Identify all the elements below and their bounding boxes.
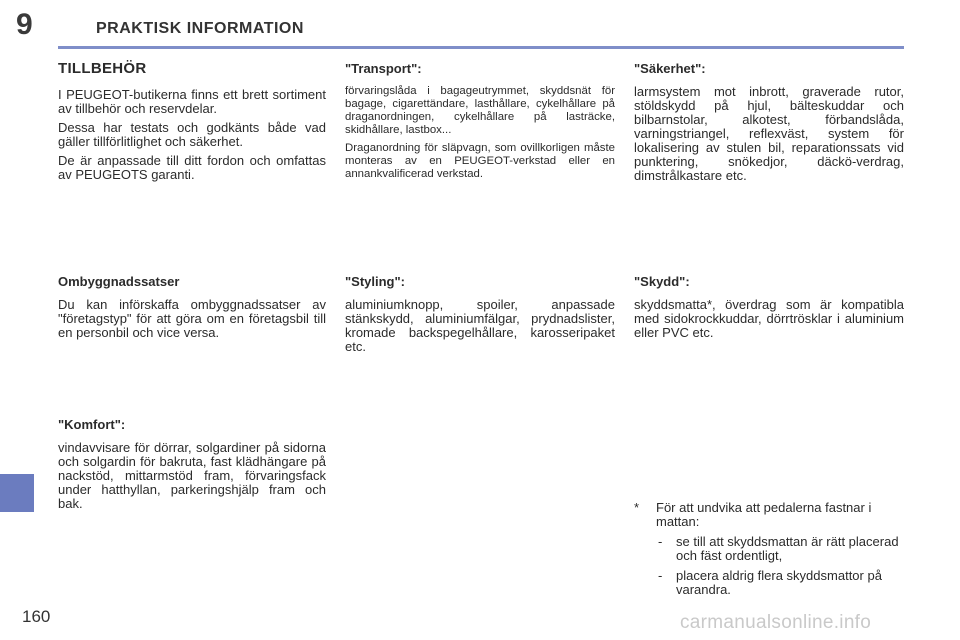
footnote-text: För att undvika att pedalerna fastnar i mattan: [656,500,872,529]
conversion-kits-heading: Ombyggnadssatser [58,274,180,289]
header-rule [58,46,904,49]
chapter-number: 9 [16,8,33,41]
transport-block [345,62,615,186]
protection-heading: "Skydd": [634,274,690,289]
safety-text: larmsystem mot inbrott, graverade rutor, stöldskydd på hjul, bälteskuddar och bilbarnstolar, alkotest, förbandslåda, varningstriangel, reflexväst, system för lokalisering av stulen bil, reparationssats vid punktering, snökedjor, däckö-verdrag, dimstrålkastare etc. [634,84,904,183]
protection-text: skyddsmatta*, överdrag som är kompatibla med sidokrockkuddar, dörrtrösklar i aluminium eller PVC etc. [634,297,904,340]
comfort-block [58,418,326,516]
accessories-intro [58,62,326,187]
safety-block [634,62,904,188]
footnote-item-text: placera aldrig flera skyddsmattor på varandra. [676,568,882,597]
intro-paragraph-3: De är anpassade till ditt fordon och omfattas av PEUGEOTS garanti. [58,153,326,182]
styling-block [345,275,615,359]
comfort-heading: "Komfort": [58,417,126,432]
footnote [634,501,906,603]
styling-text: aluminiumknopp, spoiler, anpassade stänkskydd, aluminiumfälgar, prydnadslister, kromade backspegelhållare, karosseripaket etc. [345,297,615,354]
intro-paragraph-2: Dessa har testats och godkänts både vad gäller tillförlitlighet och säkerhet. [58,120,326,149]
section-title: TILLBEHÖR [58,60,147,77]
styling-heading: "Styling": [345,274,405,289]
footnote-dash: - [658,568,663,583]
footnote-item [634,535,906,563]
chapter-title: PRAKTISK INFORMATION [96,20,304,37]
conversion-kits-block [58,275,326,345]
protection-block [634,275,904,345]
footnote-dash: - [658,534,663,549]
page-number: 160 [22,607,51,626]
transport-text: förvaringslåda i bagageutrymmet, skyddsnät för bagage, cigarettändare, lasthållare, cykelhållare på draganordningen, cykelhållare på lasträcke, skidhållare, lastbox... [345,85,615,136]
chapter-side-tab [0,474,34,512]
comfort-text: vindavvisare för dörrar, solgardiner på sidorna och solgardin för bakruta, fast klädhängare på nackstöd, mittarmstöd fram, förvaringsfack under hatthyllan, parkeringshjälp fram och bak. [58,440,326,511]
towbar-text: Draganordning för släpvagn, som ovillkorligen måste monteras av en PEUGEOT-verkstad eller en annankvalificerad verkstad. [345,142,615,180]
conversion-kits-text: Du kan införskaffa ombyggnadssatser av "företagstyp" för att göra om en företagsbil till en personbil och vice versa. [58,297,326,340]
footnote-asterisk: * [634,500,640,515]
safety-heading: "Säkerhet": [634,61,706,76]
transport-heading: "Transport": [345,61,422,76]
intro-paragraph-1: I PEUGEOT-butikerna finns ett brett sortiment av tillbehör och reservdelar. [58,87,326,116]
footnote-item [634,569,906,597]
watermark: carmanualsonline.info [680,612,872,633]
footnote-item-text: se till att skyddsmattan är rätt placerad och fäst ordentligt, [676,534,899,563]
footnote-main [634,501,906,529]
